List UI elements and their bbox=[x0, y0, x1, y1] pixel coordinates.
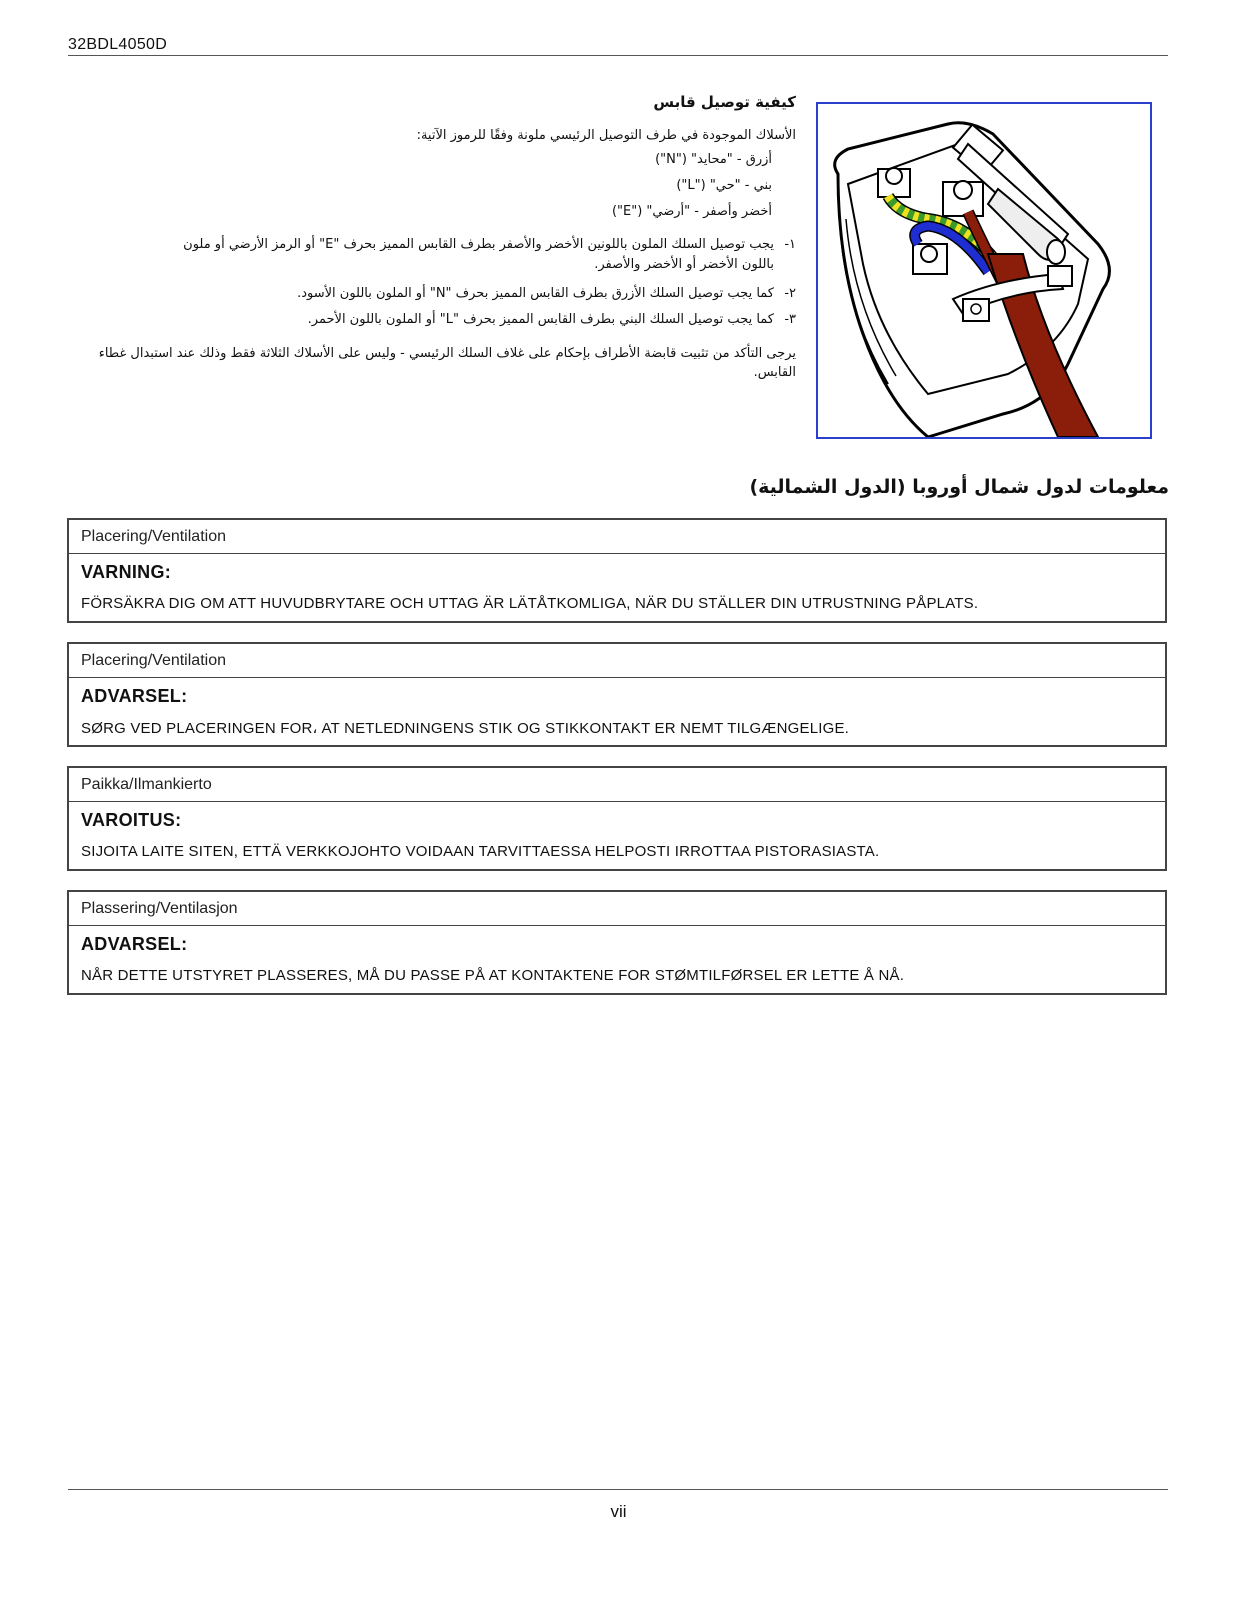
wire-neutral: أزرق - "محايد" ("N") bbox=[655, 152, 772, 167]
warning-label: VARNING: bbox=[81, 562, 172, 582]
page-number: vii bbox=[610, 1502, 627, 1521]
warning-caption: Placering/Ventilation bbox=[81, 652, 226, 669]
warning-body: SØRG VED PLACERINGEN FOR، AT NETLEDNINGENS STIK OG STIKKONTAKT ER NEMT TILGÆNGELIGE. bbox=[81, 720, 850, 737]
wire-earth: أخضر وأصفر - "أرضي" ("E") bbox=[611, 204, 772, 219]
warning-box-danish bbox=[67, 642, 1167, 747]
step-3-text: كما يجب توصيل السلك البني بطرف القابس المميز بحرف "L" أو الملون باللون الأحمر. bbox=[307, 312, 774, 327]
plug-section-intro: الأسلاك الموجودة في طرف التوصيل الرئيسي ملونة وفقًا للرموز الآتية: bbox=[416, 128, 796, 143]
caption-divider bbox=[69, 801, 1165, 802]
caption-divider bbox=[69, 677, 1165, 678]
plug-wiring-illustration bbox=[816, 102, 1152, 439]
step-1-continuation: باللون الأخضر أو الأخضر والأصفر. bbox=[594, 257, 774, 272]
step-2-number: ٢- bbox=[784, 286, 796, 301]
caption-divider bbox=[69, 553, 1165, 554]
warning-body: FÖRSÄKRA DIG OM ATT HUVUDBRYTARE OCH UTTAG ÄR LÄTÅTKOMLIGA, NÄR DU STÄLLER DIN UTRUSTNING PÅPLATS. bbox=[81, 595, 979, 612]
plug-section-title: كيفية توصيل قابس bbox=[653, 93, 796, 111]
wire-live: بني - "حي" ("L") bbox=[676, 178, 772, 193]
nordic-section-heading: معلومات لدول شمال أوروبا (الدول الشمالية) bbox=[749, 476, 1169, 498]
footer-divider bbox=[68, 1489, 1168, 1490]
step-1 bbox=[86, 235, 796, 275]
warning-body: SIJOITA LAITE SITEN, ETTÄ VERKKOJOHTO VOIDAAN TARVITTAESSA HELPOSTI IRROTTAA PISTORASIASTA. bbox=[81, 843, 880, 860]
step-1-number: ١- bbox=[784, 237, 796, 252]
step-3 bbox=[86, 310, 796, 330]
warning-caption: Plassering/Ventilasjon bbox=[81, 900, 238, 917]
uk-plug-wiring-icon bbox=[818, 104, 1150, 437]
plug-section-note: يرجى التأكد من تثبيت قابضة الأطراف بإحكام على غلاف السلك الرئيسي - وليس على الأسلاك الثلاثة فقط وذلك عند استبدال غطاء القابس. bbox=[98, 346, 796, 380]
warning-label: ADVARSEL: bbox=[81, 934, 188, 954]
step-2-text: كما يجب توصيل السلك الأزرق بطرف القابس المميز بحرف "N" أو الملون باللون الأسود. bbox=[297, 286, 774, 301]
step-2 bbox=[86, 284, 796, 304]
warning-label: VAROITUS: bbox=[81, 810, 182, 830]
model-number: 32BDL4050D bbox=[68, 36, 168, 53]
step-3-number: ٣- bbox=[784, 312, 796, 327]
warning-box-swedish bbox=[67, 518, 1167, 623]
warning-caption: Placering/Ventilation bbox=[81, 528, 226, 545]
header-divider bbox=[68, 55, 1168, 56]
warning-box-norwegian bbox=[67, 890, 1167, 995]
warning-box-finnish bbox=[67, 766, 1167, 871]
warning-body: NÅR DETTE UTSTYRET PLASSERES, MÅ DU PASSE PÅ AT KONTAKTENE FOR STØMTILFØRSEL ER LETTE Å NÅ. bbox=[81, 967, 905, 984]
caption-divider bbox=[69, 925, 1165, 926]
step-1-text: يجب توصيل السلك الملون باللونين الأخضر والأصفر بطرف القابس المميز بحرف "E" أو الرمز الأرضي أو ملون bbox=[183, 237, 774, 252]
warning-caption: Paikka/Ilmankierto bbox=[81, 776, 212, 793]
warning-label: ADVARSEL: bbox=[81, 686, 188, 706]
